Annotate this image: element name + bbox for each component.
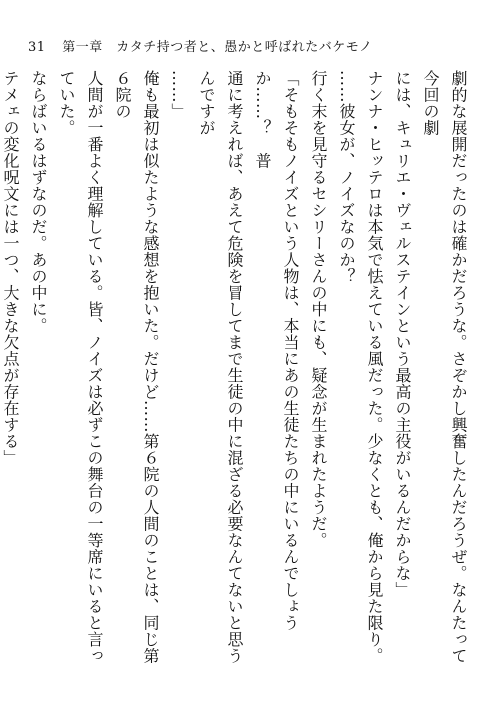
chapter-title: 第一章 カタチ持つ者と、愚かと呼ばれたバケモノ [62, 40, 373, 55]
page-number: 31 [28, 40, 46, 55]
text-line: 行く末を見守るセシリーさんの中にも、疑念が生まれたようだ。 [309, 70, 328, 549]
text-line: ならばいるはずなのだ。あの中に。 [29, 70, 48, 334]
text-line: ナンナ・ヒッテロは本気で怯えている風だった。少なくとも、俺から見た限り。 [365, 70, 384, 664]
text-line: 人間が一番よく理解している。皆、ノイズは必ずこの舞台の一等席にいると言っていた。 [57, 70, 104, 664]
text-line: 俺も最初は似たような感想を抱いた。だけど……第６院の人間のことは、同じ第６院の [113, 70, 160, 664]
text-line: テメェの変化呪文には一つ、大きな欠点が存在する」 [1, 70, 20, 466]
text-line: には、キュリエ・ヴェルステインという最高の主役がいるんだからな」 [393, 70, 412, 598]
text-line: 劇的な展開だったのは確かだろうな。さぞかし興奮したんだろうぜ。なんたって今回の劇 [421, 70, 468, 664]
text-line: 「そもそもノイズという人物は、本当にあの生徒たちの中にいるんでしょうか……？ 普 [253, 70, 300, 631]
text-line: ……」 [169, 70, 188, 120]
running-header [28, 36, 373, 55]
text-line: 通に考えれば、あえて危険を冒してまで生徒の中に混ざる必要なんてないと思うんですが [197, 70, 244, 664]
body-text [1, 70, 472, 670]
text-line: ……彼女が、ノイズなのか？ [337, 70, 356, 285]
